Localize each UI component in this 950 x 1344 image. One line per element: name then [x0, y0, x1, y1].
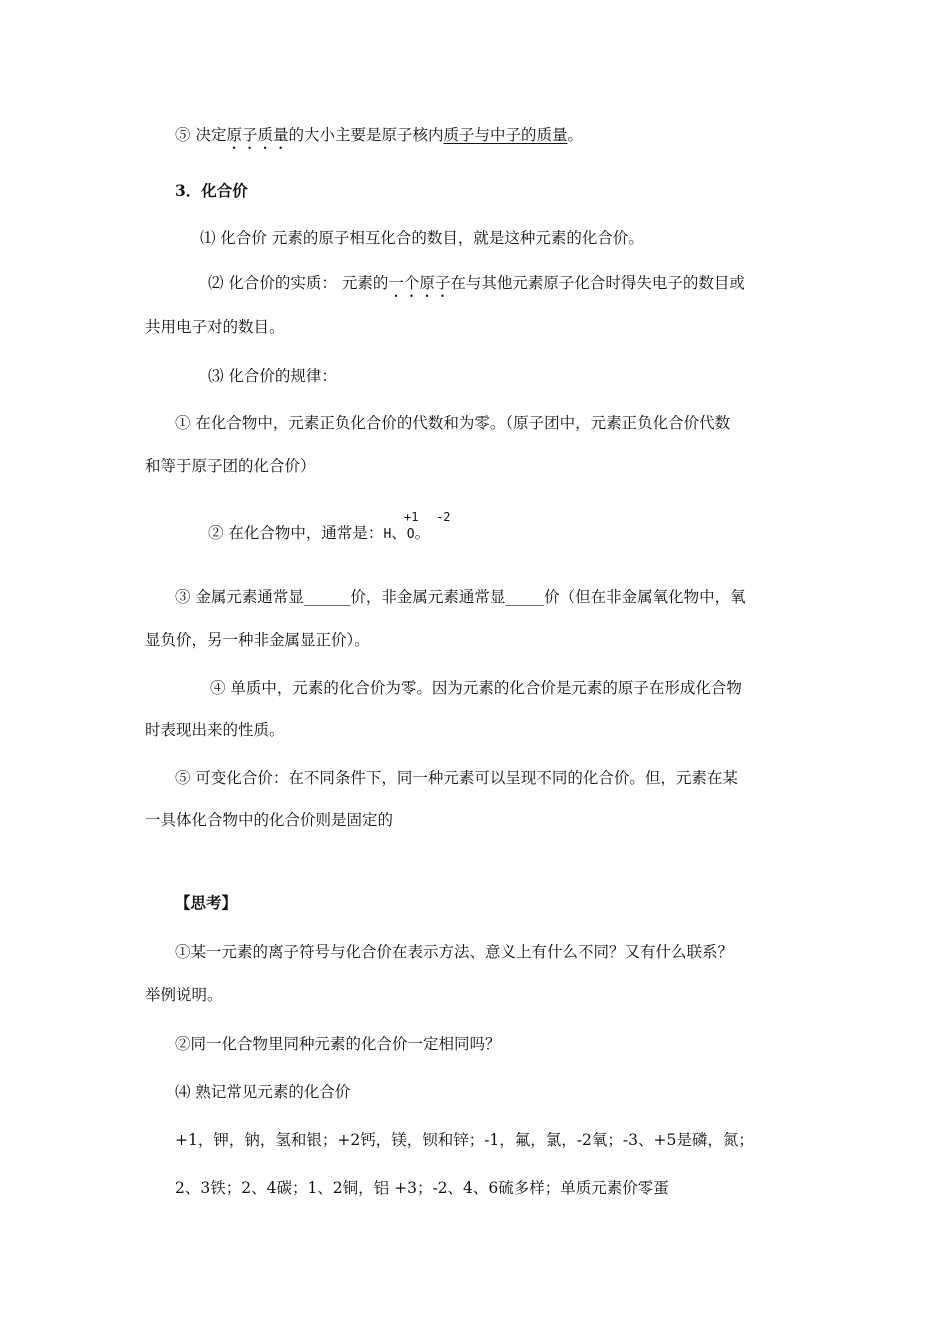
- rule-4-line-2: 时表现出来的性质。: [145, 721, 285, 739]
- emphasized-term: 原子质量: [226, 126, 289, 144]
- oxygen-symbol: O: [406, 527, 415, 542]
- text-segment: 。: [567, 126, 584, 144]
- valence-rhyme-line-1: +1，钾，钠，氢和银；+2钙，镁，钡和锌；-1，氟，氯，-2氧；-3、+5是磷，氮；: [175, 1131, 754, 1149]
- memorize-heading: ⑷ 熟记常见元素的化合价: [175, 1083, 351, 1101]
- rule-1-line-1: ① 在化合物中，元素正负化合价的代数和为零。（原子团中，元素正负化合价代数: [175, 414, 731, 432]
- underlined-answer: 质子与中子的质量: [443, 126, 568, 144]
- rule-3-line-1: ③ 金属元素通常显______价，非金属元素通常显_____价（但在非金属氧化物中，氧: [175, 588, 746, 606]
- valence-essence-cont: 共用电子对的数目。: [145, 318, 285, 336]
- rules-heading: ⑶ 化合价的规律：: [208, 367, 337, 385]
- text-segment: ② 在化合物中，通常是：: [208, 524, 384, 542]
- rule-5-line-1: ⑤ 可变化合价：在不同条件下，同一种元素可以呈现不同的化合价。但，元素在某: [175, 769, 738, 787]
- think-question-1-line-1: ①某一元素的离子符号与化合价在表示方法、意义上有什么不同？又有什么联系？: [175, 943, 734, 961]
- think-question-2: ②同一化合物里同种元素的化合价一定相同吗？: [175, 1035, 501, 1053]
- rule-5-line-2: 一具体化合物中的化合价则是固定的: [145, 811, 394, 829]
- text-segment: 在与其他元素原子化合时得失电子的数目或: [450, 274, 745, 292]
- point5-mass-statement: [175, 124, 583, 153]
- text-segment: 。: [414, 524, 431, 542]
- hydrogen-symbol: H: [383, 527, 392, 542]
- circled-number: ⑤: [175, 126, 191, 144]
- text-segment: 的大小主要是原子核内: [288, 126, 444, 144]
- section-heading: 3．化合价: [175, 181, 248, 200]
- think-question-1-line-2: 举例说明。: [145, 986, 223, 1004]
- valence-rhyme-line-2: 2、3铁；2、4碳；1、2铜，铝 +3；-2、4、6硫多样；单质元素价零蛋: [175, 1179, 669, 1197]
- text-segment: ⑵ 化合价的实质： 元素的: [208, 274, 389, 292]
- separator: 、: [391, 524, 407, 542]
- emphasized-term: 一个原子: [388, 274, 451, 292]
- valence-essence: [208, 272, 745, 301]
- h-charge-label: +1: [404, 510, 419, 524]
- o-charge-label: -2: [436, 510, 451, 524]
- rule-3-line-2: 显负价，另一种非金属显正价）。: [145, 631, 370, 649]
- rule-4-line-1: ④ 单质中，元素的化合价为零。因为元素的化合价是元素的原子在形成化合物: [210, 679, 742, 697]
- think-heading: 【思考】: [175, 893, 238, 912]
- text-segment: 决定: [190, 126, 227, 144]
- rule-1-line-2: 和等于原子团的化合价）: [145, 457, 316, 475]
- rule-2: [208, 522, 430, 546]
- valence-definition: ⑴ 化合价 元素的原子相互化合的数目，就是这种元素的化合价。: [200, 229, 644, 247]
